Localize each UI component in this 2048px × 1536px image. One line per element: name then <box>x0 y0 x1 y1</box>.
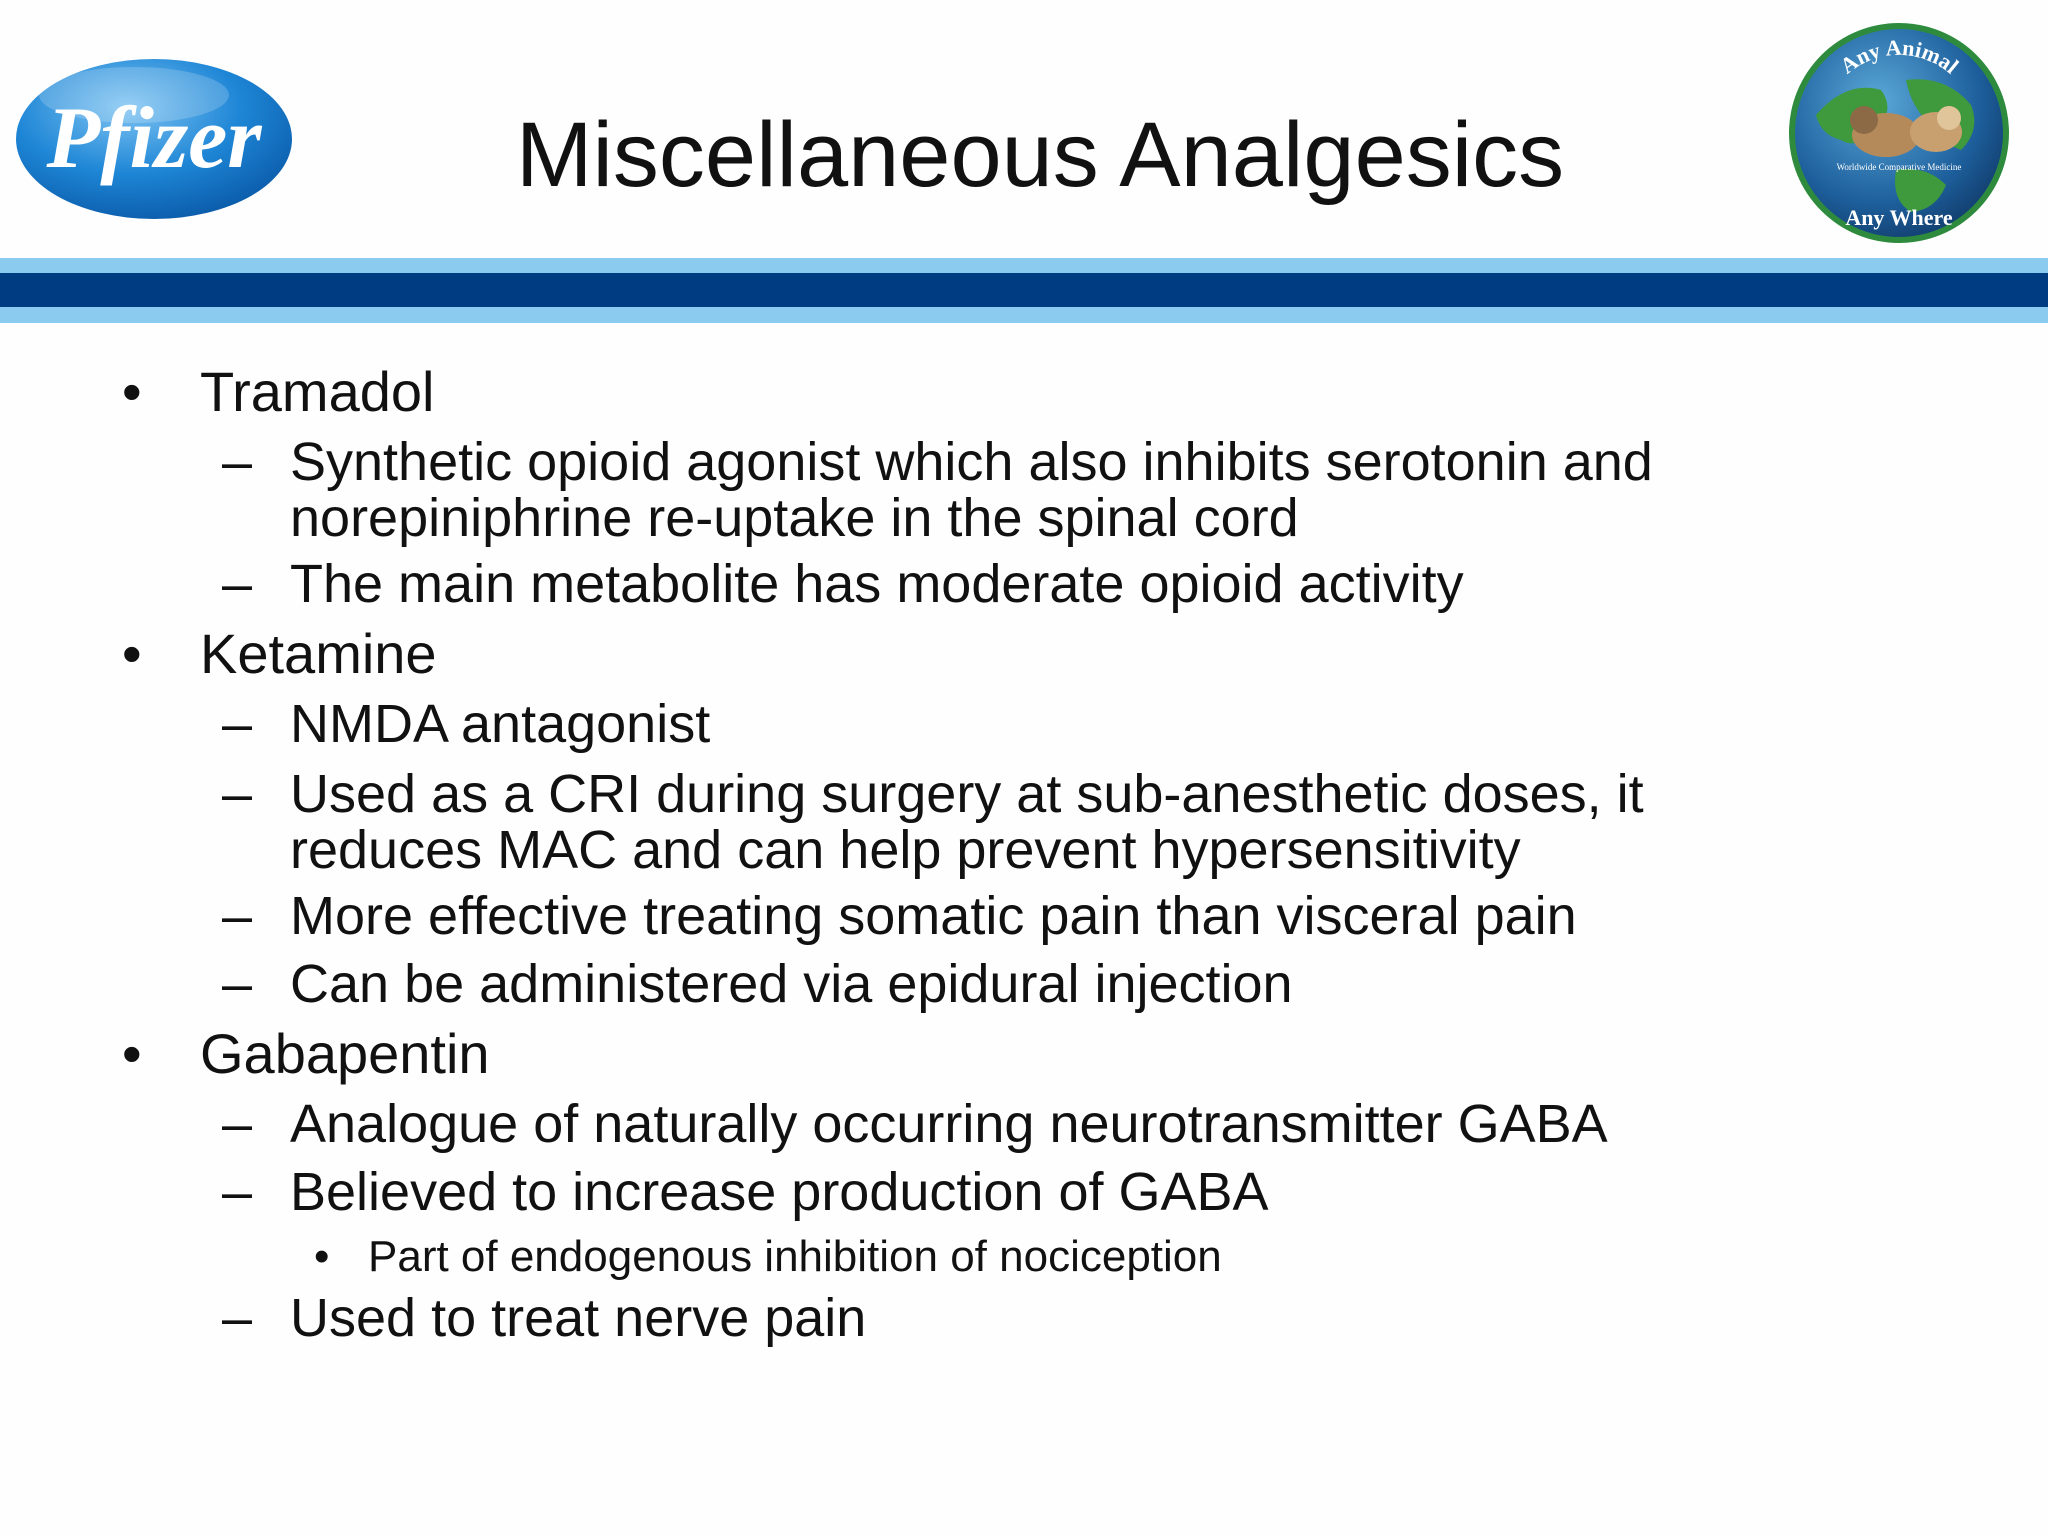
ketamine-item-3: More effective treating somatic pain than visceral pain <box>290 886 1577 946</box>
section-heading-tramadol: Tramadol <box>200 360 435 423</box>
header-band-light-top <box>0 258 2048 273</box>
header-band-light-bottom <box>0 307 2048 323</box>
dash-mark: – <box>222 764 253 824</box>
pfizer-logo <box>14 55 294 223</box>
dash-mark: – <box>222 954 253 1014</box>
dash-mark: – <box>222 1094 253 1154</box>
svg-text:Pfizer: Pfizer <box>46 90 262 187</box>
svg-text:Worldwide Comparative Medicine: Worldwide Comparative Medicine <box>1836 162 1962 172</box>
bullet-mark: • <box>122 1022 142 1085</box>
ketamine-item-1: NMDA antagonist <box>290 694 711 754</box>
dash-mark: – <box>222 554 253 614</box>
section-heading-gabapentin: Gabapentin <box>200 1022 490 1085</box>
dash-mark: – <box>222 1288 253 1348</box>
ketamine-item-4: Can be administered via epidural injection <box>290 954 1293 1014</box>
dash-mark: – <box>222 886 253 946</box>
slide-title: Miscellaneous Analgesics <box>515 104 1565 206</box>
bullet-mark: • <box>122 360 142 423</box>
dash-mark: – <box>222 1162 253 1222</box>
ketamine-item-2-line-1: Used as a CRI during surgery at sub-anesthetic doses, it <box>290 764 1644 824</box>
gabapentin-item-2-sub-1: Part of endogenous inhibition of nociception <box>368 1232 1222 1281</box>
section-heading-ketamine: Ketamine <box>200 622 437 685</box>
gabapentin-item-1: Analogue of naturally occurring neurotransmitter GABA <box>290 1094 1608 1154</box>
svg-text:Any Animal: Any Animal <box>1835 34 1964 79</box>
svg-text:Any Where: Any Where <box>1845 205 1953 230</box>
header-band-dark <box>0 273 2048 307</box>
tramadol-item-2: The main metabolite has moderate opioid activity <box>290 554 1464 614</box>
tramadol-item-1-line-2: norepiniphrine re-uptake in the spinal cord <box>290 488 1299 548</box>
ketamine-item-2-line-2: reduces MAC and can help prevent hypersensitivity <box>290 820 1521 880</box>
bullet-mark: • <box>122 622 142 685</box>
gabapentin-item-3: Used to treat nerve pain <box>290 1288 867 1348</box>
globe-animals-logo-icon <box>1786 20 2012 246</box>
pfizer-logo-icon <box>14 55 294 223</box>
dash-mark: – <box>222 694 253 754</box>
dash-mark: – <box>222 432 253 492</box>
tramadol-item-1-line-1: Synthetic opioid agonist which also inhibits serotonin and <box>290 432 1653 492</box>
gabapentin-item-2: Believed to increase production of GABA <box>290 1162 1269 1222</box>
any-animal-logo <box>1786 20 2012 246</box>
sub-bullet-mark: • <box>314 1232 330 1281</box>
